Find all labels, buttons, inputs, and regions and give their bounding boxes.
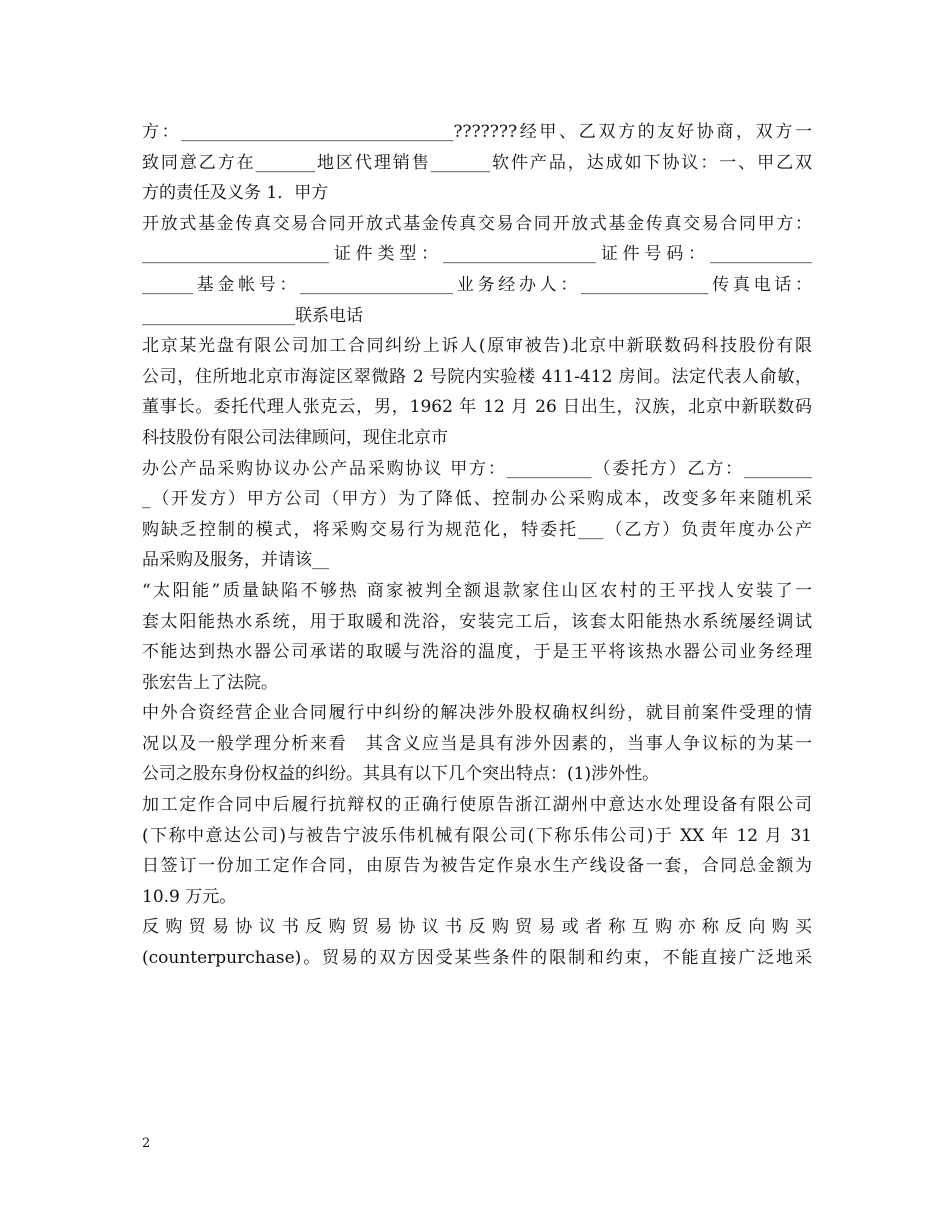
- text-line: 套太阳能热水系统，用于取暖和洗浴，安装完工后，该套太阳能热水系统屡经调试: [142, 611, 812, 632]
- text-line: 中外合资经营企业合同履行中纠纷的解决涉外股权确权纠纷，就目前案件受理的情: [142, 703, 812, 724]
- text-line: (counterpurchase)。贸易的双方因受某些条件的限制和约束，不能直接广泛地采: [142, 948, 812, 969]
- text-line: 方的责任及义务 1．甲方: [142, 183, 329, 204]
- text-line: 10.9 万元。: [142, 886, 237, 907]
- paragraph: [142, 790, 812, 912]
- text-line: 日签订一份加工定作合同，由原告为被告定作泉水生产线设备一套，合同总金额为: [142, 856, 812, 877]
- text-line: 方：________________________________???????经甲、乙双方的友好协商，双方一: [142, 122, 812, 142]
- text-line: ______基金帐号：__________________业务经办人：_______________传真电话：: [142, 274, 812, 295]
- text-line: 公司，住所地北京市海淀区翠微路 2 号院内实验楼 411-412 房间。法定代表人俞敏，: [142, 366, 812, 387]
- text-line: 开放式基金传真交易合同开放式基金传真交易合同开放式基金传真交易合同甲方：: [142, 213, 812, 234]
- text-line: 况以及一般学理分析来看 其含义应当是具有涉外因素的，当事人争议标的为某一: [142, 733, 812, 754]
- text-line: (下称中意达公司)与被告宁波乐伟机械有限公司(下称乐伟公司)于 XX 年 12 月 31: [142, 825, 812, 846]
- paragraph: [142, 454, 812, 576]
- paragraph: [142, 331, 812, 453]
- paragraph: [142, 117, 812, 209]
- text-line: 公司之股东身份权益的纠纷。其具有以下几个突出特点：(1)涉外性。: [142, 764, 660, 785]
- document-body: [142, 117, 812, 974]
- text-line: 加工定作合同中后履行抗辩权的正确行使原告浙江湖州中意达水处理设备有限公司: [142, 795, 812, 816]
- text-line: 品采购及服务，并请该__: [142, 550, 329, 571]
- text-line: ______________________证件类型：__________________证件号码：____________: [142, 244, 812, 265]
- text-line: 致同意乙方在_______地区代理销售_______软件产品，达成如下协议：一、甲乙双: [142, 152, 812, 173]
- paragraph: [142, 209, 812, 331]
- text-line: _（开发方）甲方公司（甲方）为了降低、控制办公采购成本，改变多年来随机采: [142, 489, 812, 510]
- text-line: 张宏告上了法院。: [142, 672, 278, 693]
- text-line: 不能达到热水器公司承诺的取暖与洗浴的温度，于是王平将该热水器公司业务经理: [142, 642, 812, 663]
- paragraph: [142, 912, 812, 973]
- text-line: __________________联系电话: [142, 305, 363, 326]
- text-line: 反购贸易协议书反购贸易协议书反购贸易或者称互购亦称反向购买: [142, 917, 812, 938]
- paragraph: [142, 576, 812, 698]
- text-line: “太阳能”质量缺陷不够热 商家被判全额退款家住山区农村的王平找人安装了一: [142, 580, 812, 601]
- text-line: 购缺乏控制的模式，将采购交易行为规范化，特委托___（乙方）负责年度办公产: [142, 519, 812, 540]
- text-line: 科技股份有限公司法律顾问，现住北京市: [142, 427, 448, 448]
- paragraph: [142, 698, 812, 790]
- page-number: 2: [142, 1136, 151, 1151]
- text-line: 北京某光盘有限公司加工合同纠纷上诉人(原审被告)北京中新联数码科技股份有限: [142, 336, 812, 357]
- text-line: 董事长。委托代理人张克云，男，1962 年 12 月 26 日出生，汉族，北京中新联数码: [142, 397, 812, 418]
- text-line: 办公产品采购协议办公产品采购协议 甲方：__________（委托方）乙方：________: [142, 458, 812, 479]
